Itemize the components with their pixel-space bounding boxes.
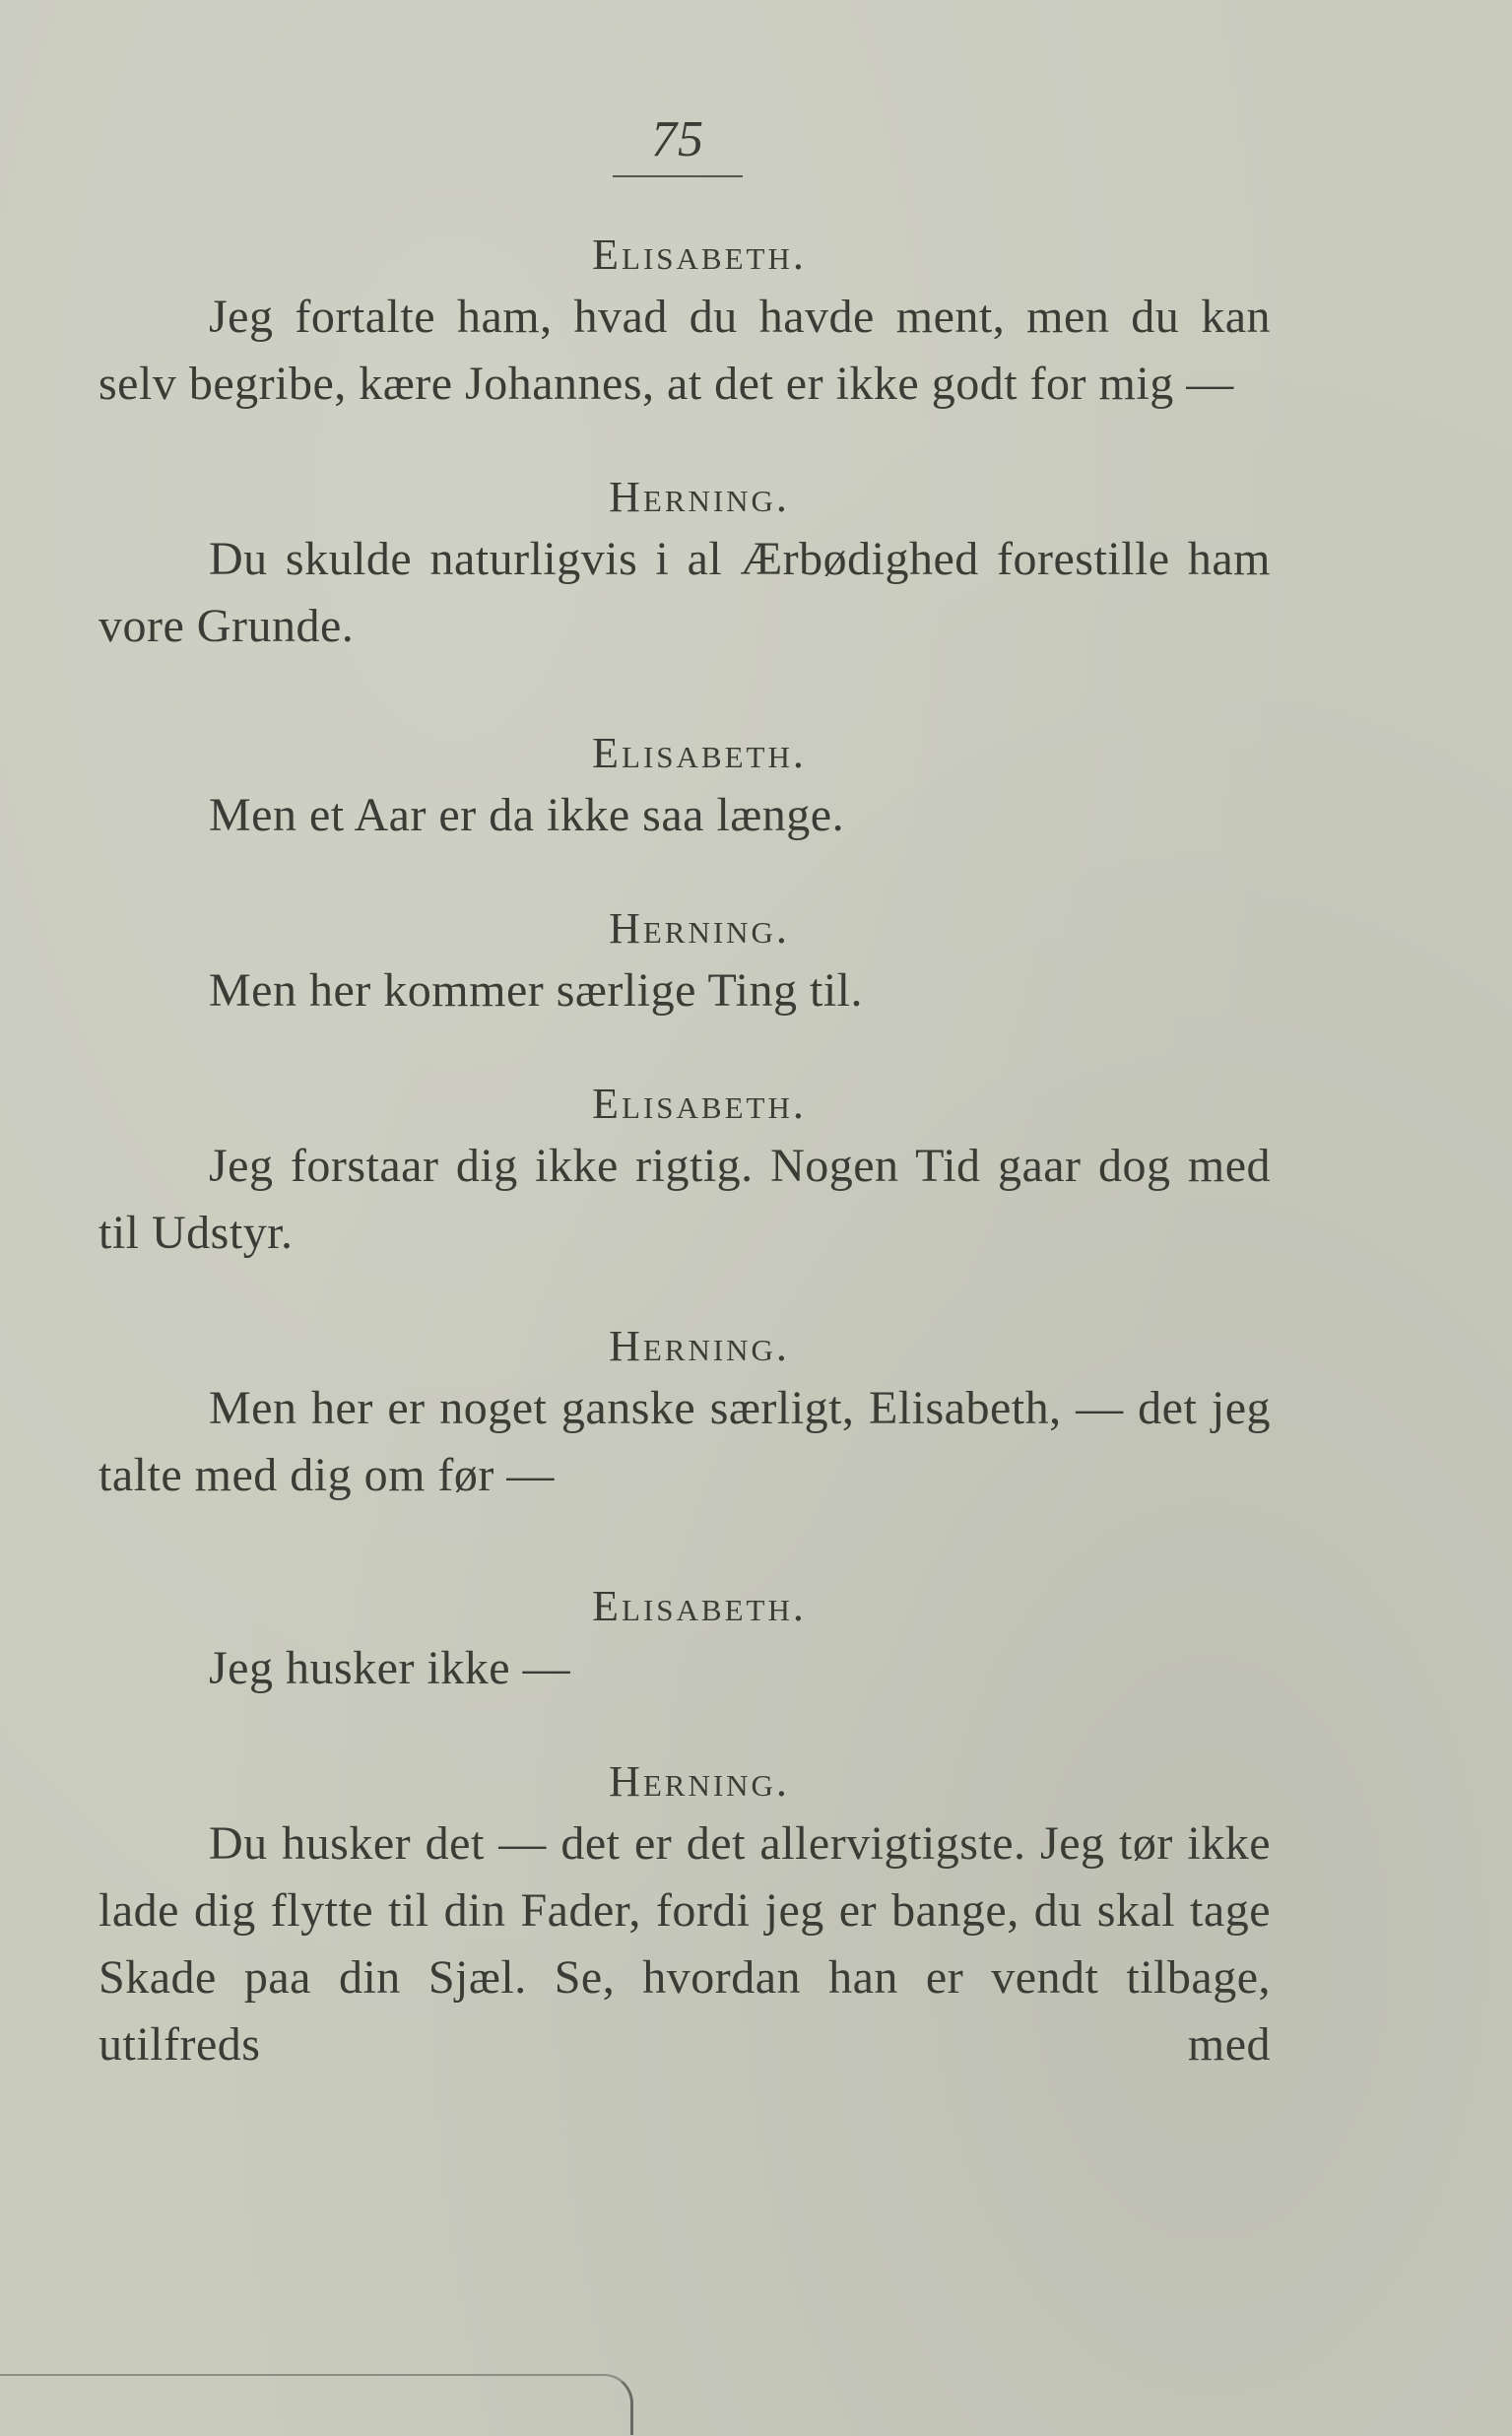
speech-line: Du skulde naturligvis i al Ærbødighed forestille ham vore Grunde.: [99, 533, 1271, 652]
speaker-name: Elisabeth.: [592, 729, 807, 777]
speech-line: Men her kommer særlige Ting til.: [209, 964, 863, 1017]
speech-line: Men et Aar er da ikke saa længe.: [209, 789, 845, 841]
speech-line: Men her er noget ganske særligt, Elisabeth, — det jeg talte med dig om før —: [99, 1382, 1271, 1501]
speech-line: Jeg husker ikke —: [209, 1642, 571, 1694]
speaker-name: Elisabeth.: [592, 230, 807, 279]
speech-line: Jeg forstaar dig ikke rigtig. Nogen Tid gaar dog med til Udstyr.: [99, 1140, 1271, 1259]
speaker-name: Herning.: [609, 473, 790, 521]
dialogue-text: [99, 227, 1271, 2078]
speaker-name: Elisabeth.: [592, 1080, 807, 1128]
page-number: 75: [613, 110, 743, 177]
speaker-name: Herning.: [609, 1757, 790, 1806]
speech-line: Du husker det — det er det allervigtigste. Jeg tør ikke lade dig flytte til din Fader, fordi jeg er bange, du skal tage Skade paa din Sjæl. Se, hvordan han er vendt tilbage, utilfreds med: [99, 1817, 1271, 2071]
page-edge-mark: [0, 2374, 633, 2435]
speaker-name: Herning.: [609, 904, 790, 953]
speaker-name: Herning.: [609, 1322, 790, 1370]
speech-line: Jeg fortalte ham, hvad du havde ment, men du kan selv begribe, kære Johannes, at det er ikke godt for mig —: [99, 291, 1271, 410]
speaker-name: Elisabeth.: [592, 1582, 807, 1630]
